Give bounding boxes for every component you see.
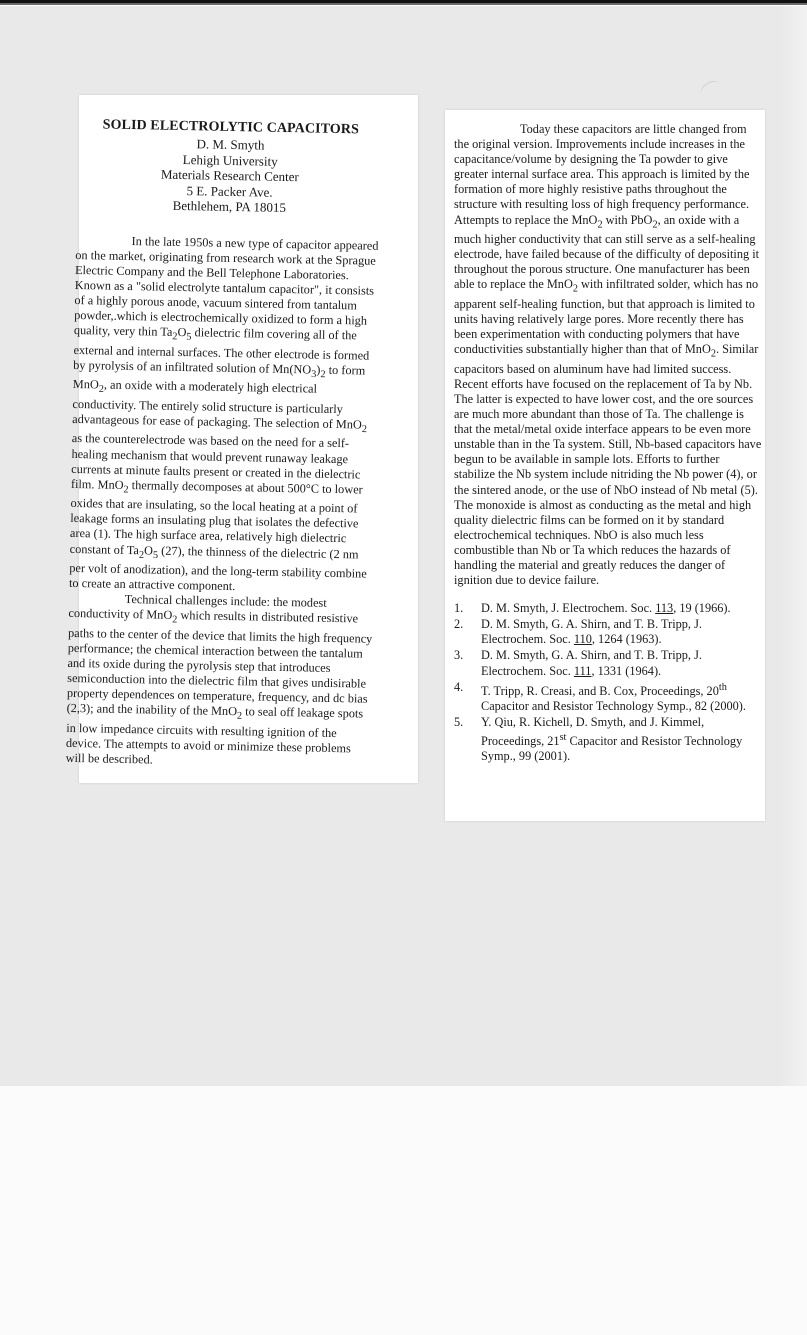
address-street: 5 E. Packer Ave.	[186, 182, 273, 200]
author-name: D. M. Smyth	[196, 136, 265, 153]
reference-item: 1. D. M. Smyth, J. Electrochem. Soc. 113, 19 (1966).	[454, 601, 731, 616]
challenges-paragraph: Technical challenges include: the modest conductivity of MnO$_2$ which results in distributed resistive paths to the center of the device that limits the high frequency performance; the chemical interaction between the tantalum and its oxide during the pyrolysis step that introduces semiconduction into the dielectric film that gives undisirable property dependences on temperature, frequency, and dc bias (2,3); and the inability of the MnO$_2$ to seal off leakage spots in low impedance circuits with resulting ignition of the device. The attempts to avoid or minimize these problems will be described.	[65, 592, 373, 767]
left-column	[66, 117, 384, 772]
status-paragraph: Today these capacitors are little changed from the original version. Improvements include increases in the capacitance/volume by designing the Ta powder to give greater internal surface area. This approach is limited by the formation of more highly resistive paths throughout the structure with resulting loss of high frequency performance. Attempts to replace the MnO$_2$ with PbO$_2$, an oxide with a much higher conductivity that can still serve as a self-healing electrode, have failed because of the difficulty of depositing it throughout the porous structure. One manufacturer has been able to replace the MnO$_2$ with infiltrated solder, which has no apparent self-healing function, but that approach is limited to units having relatively large pores. More recently there has been experimentation with conducting polymers that have conductivities substantially higher than that of MnO$_2$. Similar capacitors based on aluminum have had limited success. Recent efforts have focused on the replacement of Ta by Nb. The latter is expected to have lower cost, and the ore sources are much more abundant than those of Ta. The challenge is that the metal/metal oxide interface appears to be even more unstable than in the Ta system. Still, Nb-based capacitors have begun to be available in sample lots. Efforts to further stabilize the Nb system include nitriding the Nb power (4), or the sintered anode, or the use of NbO instead of Nb metal (5). The monoxide is almost as conducting as the metal and high quality dielectric films can be formed on it by standard electrochemical techniques. NbO is also much less combustible than Nb or Ta which reduces the hazards of handling the material and greatly reduces the danger of ignition due to device failure.	[454, 122, 762, 588]
reference-item: 3. D. M. Smyth, G. A. Shirn, and T. B. Tripp, J. Electrochem. Soc. 111, 1331 (1964).	[454, 648, 702, 678]
reference-item: 5. Y. Qiu, R. Kichell, D. Smyth, and J. Kimmel, Proceedings, 21st Capacitor and Resistor Technology Symp., 99 (2001).	[454, 714, 743, 764]
reference-list	[454, 601, 762, 764]
address-city: Bethlehem, PA 18015	[172, 197, 287, 216]
paper-title: SOLID ELECTROLYTIC CAPACITORS	[102, 117, 360, 138]
right-column	[454, 122, 762, 765]
affiliation-university: Lehigh University	[182, 151, 278, 169]
affiliation-center: Materials Research Center	[160, 166, 299, 185]
reference-item: 4. T. Tripp, R. Creasi, and B. Cox, Proceedings, 20th Capacitor and Resistor Technology Symp., 82 (2000).	[454, 679, 746, 713]
intro-paragraph: In the late 1950s a new type of capacitor appeared on the market, originating from research work at the Sprague Electric Company and the Bell Telephone Laboratories. Known as a "solid electrolyte tantalum capacitor", it consists of a highly porous anode, vacuum sintered from tantalum powder,.which is electrochemically oxidized to form a high quality, very thin $Ta_2O_5$ dielectric film covering all of the external and internal surfaces. The other electrode is formed by pyrolysis of an infiltrated solution of $Mn(NO_3)_2$ to form MnO$_2$, an oxide with a moderately high electrical conductivity. The entirely solid structure is particularly advantageous for ease of packaging. The selection of MnO$_2$ as the counterelectrode was based on the need for a self-healing mechanism that would prevent runaway leakage currents at minute faults present or created in the dielectric film. MnO$_2$ thermally decomposes at about 500°C to lower oxides that are insulating, so the local heating at a point of leakage forms an insulating plug that isolates the defective area (1). The high surface area, relatively high dielectric constant of $Ta_2O_5$ (27), the thinness of the dielectric (2 nm per volt of anodization), and the long-term stability combine to create an attractive component.	[68, 233, 379, 594]
author-block	[76, 134, 383, 217]
reference-item: 2. D. M. Smyth, G. A. Shirn, and T. B. Tripp, J. Electrochem. Soc. 110, 1264 (1963).	[454, 617, 702, 647]
blank-page-area	[0, 1086, 807, 1335]
